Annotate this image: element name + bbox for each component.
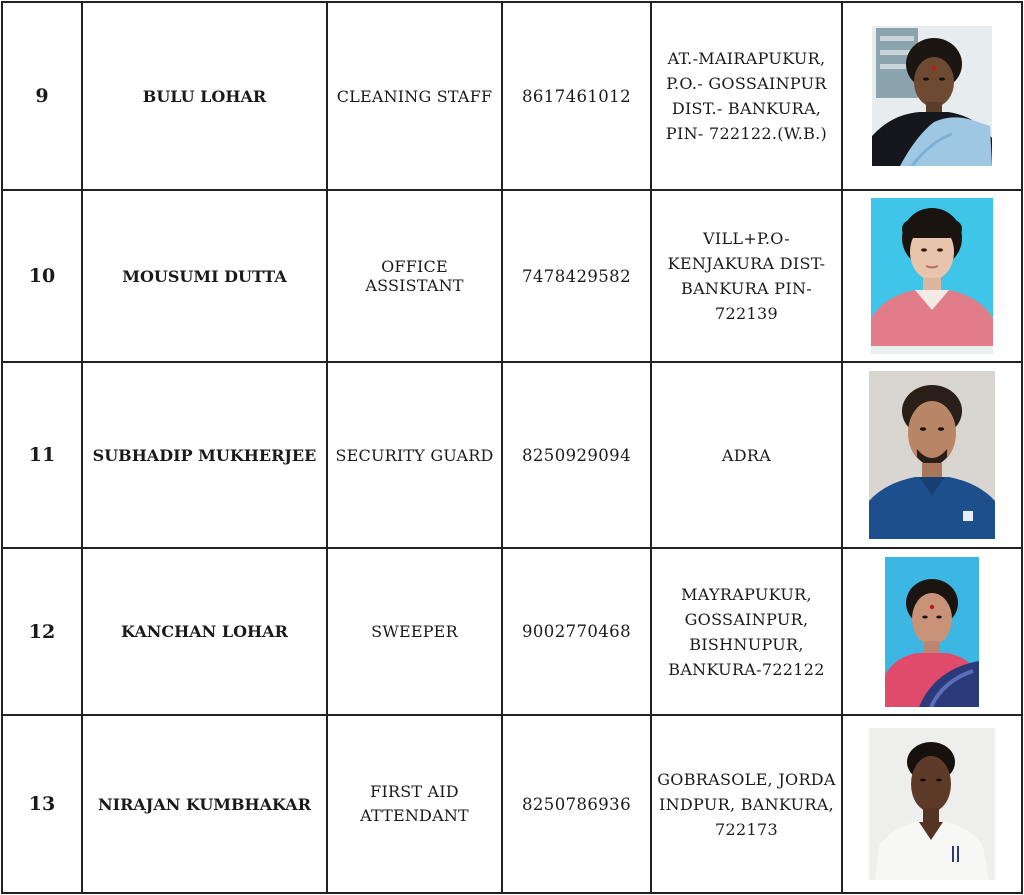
designation: SECURITY GUARD xyxy=(327,362,502,548)
address-line: AT.-MAIRAPUKUR, xyxy=(667,49,826,68)
staff-photo xyxy=(871,198,993,354)
table-row xyxy=(2,548,1022,715)
address-line: GOSSAINPUR, xyxy=(684,609,809,629)
address xyxy=(651,190,842,362)
table-row xyxy=(2,2,1022,190)
photo-cell xyxy=(842,2,1022,190)
staff-photo xyxy=(885,557,979,707)
table-row xyxy=(2,362,1022,548)
address-line: INDPUR, BANKURA, xyxy=(658,794,834,814)
serial-number: 9 xyxy=(2,2,82,190)
serial-number: 11 xyxy=(2,362,82,548)
address-line: MAYRAPUKUR, xyxy=(681,584,812,604)
designation-line: ATTENDANT xyxy=(360,806,469,825)
address xyxy=(651,548,842,715)
designation: SWEEPER xyxy=(327,548,502,715)
address-line: 722173 xyxy=(715,819,778,839)
designation: OFFICE ASSISTANT xyxy=(327,190,502,362)
address xyxy=(651,362,842,548)
address-line: BANKURA PIN- xyxy=(681,279,812,298)
staff-table xyxy=(1,1,1023,894)
address-line: KENJAKURA DIST- xyxy=(667,254,826,273)
phone-number: 8617461012 xyxy=(502,2,651,190)
address xyxy=(651,715,842,893)
table-row xyxy=(2,190,1022,362)
address-line: DIST.- BANKURA, xyxy=(671,99,822,118)
address-line: PIN- 722122.(W.B.) xyxy=(665,124,828,143)
table-row xyxy=(2,715,1022,893)
staff-name: SUBHADIP MUKHERJEE xyxy=(82,362,327,548)
serial-number: 10 xyxy=(2,190,82,362)
photo-cell xyxy=(842,548,1022,715)
phone-number: 8250786936 xyxy=(502,715,651,893)
serial-number: 13 xyxy=(2,715,82,893)
address-line: P.O.- GOSSAINPUR xyxy=(666,74,827,93)
photo-cell xyxy=(842,715,1022,893)
staff-name: NIRAJAN KUMBHAKAR xyxy=(82,715,327,893)
phone-number: 8250929094 xyxy=(502,362,651,548)
staff-photo xyxy=(869,728,995,880)
address-line: GOBRASOLE, JORDA xyxy=(657,769,836,789)
address-line: 722139 xyxy=(715,304,778,323)
address-line: ADRA xyxy=(721,445,772,465)
staff-name: KANCHAN LOHAR xyxy=(82,548,327,715)
staff-name: MOUSUMI DUTTA xyxy=(82,190,327,362)
photo-cell xyxy=(842,190,1022,362)
photo-cell xyxy=(842,362,1022,548)
address-line: BANKURA-722122 xyxy=(668,659,825,679)
phone-number: 7478429582 xyxy=(502,190,651,362)
address xyxy=(651,2,842,190)
address-line: BISHNUPUR, xyxy=(689,634,804,654)
staff-photo xyxy=(869,371,995,539)
designation-line: FIRST AID xyxy=(370,782,459,801)
phone-number: 9002770468 xyxy=(502,548,651,715)
designation xyxy=(327,715,502,893)
designation: CLEANING STAFF xyxy=(327,2,502,190)
address-line: VILL+P.O- xyxy=(703,229,790,248)
serial-number: 12 xyxy=(2,548,82,715)
staff-photo xyxy=(872,26,992,166)
staff-name: BULU LOHAR xyxy=(82,2,327,190)
